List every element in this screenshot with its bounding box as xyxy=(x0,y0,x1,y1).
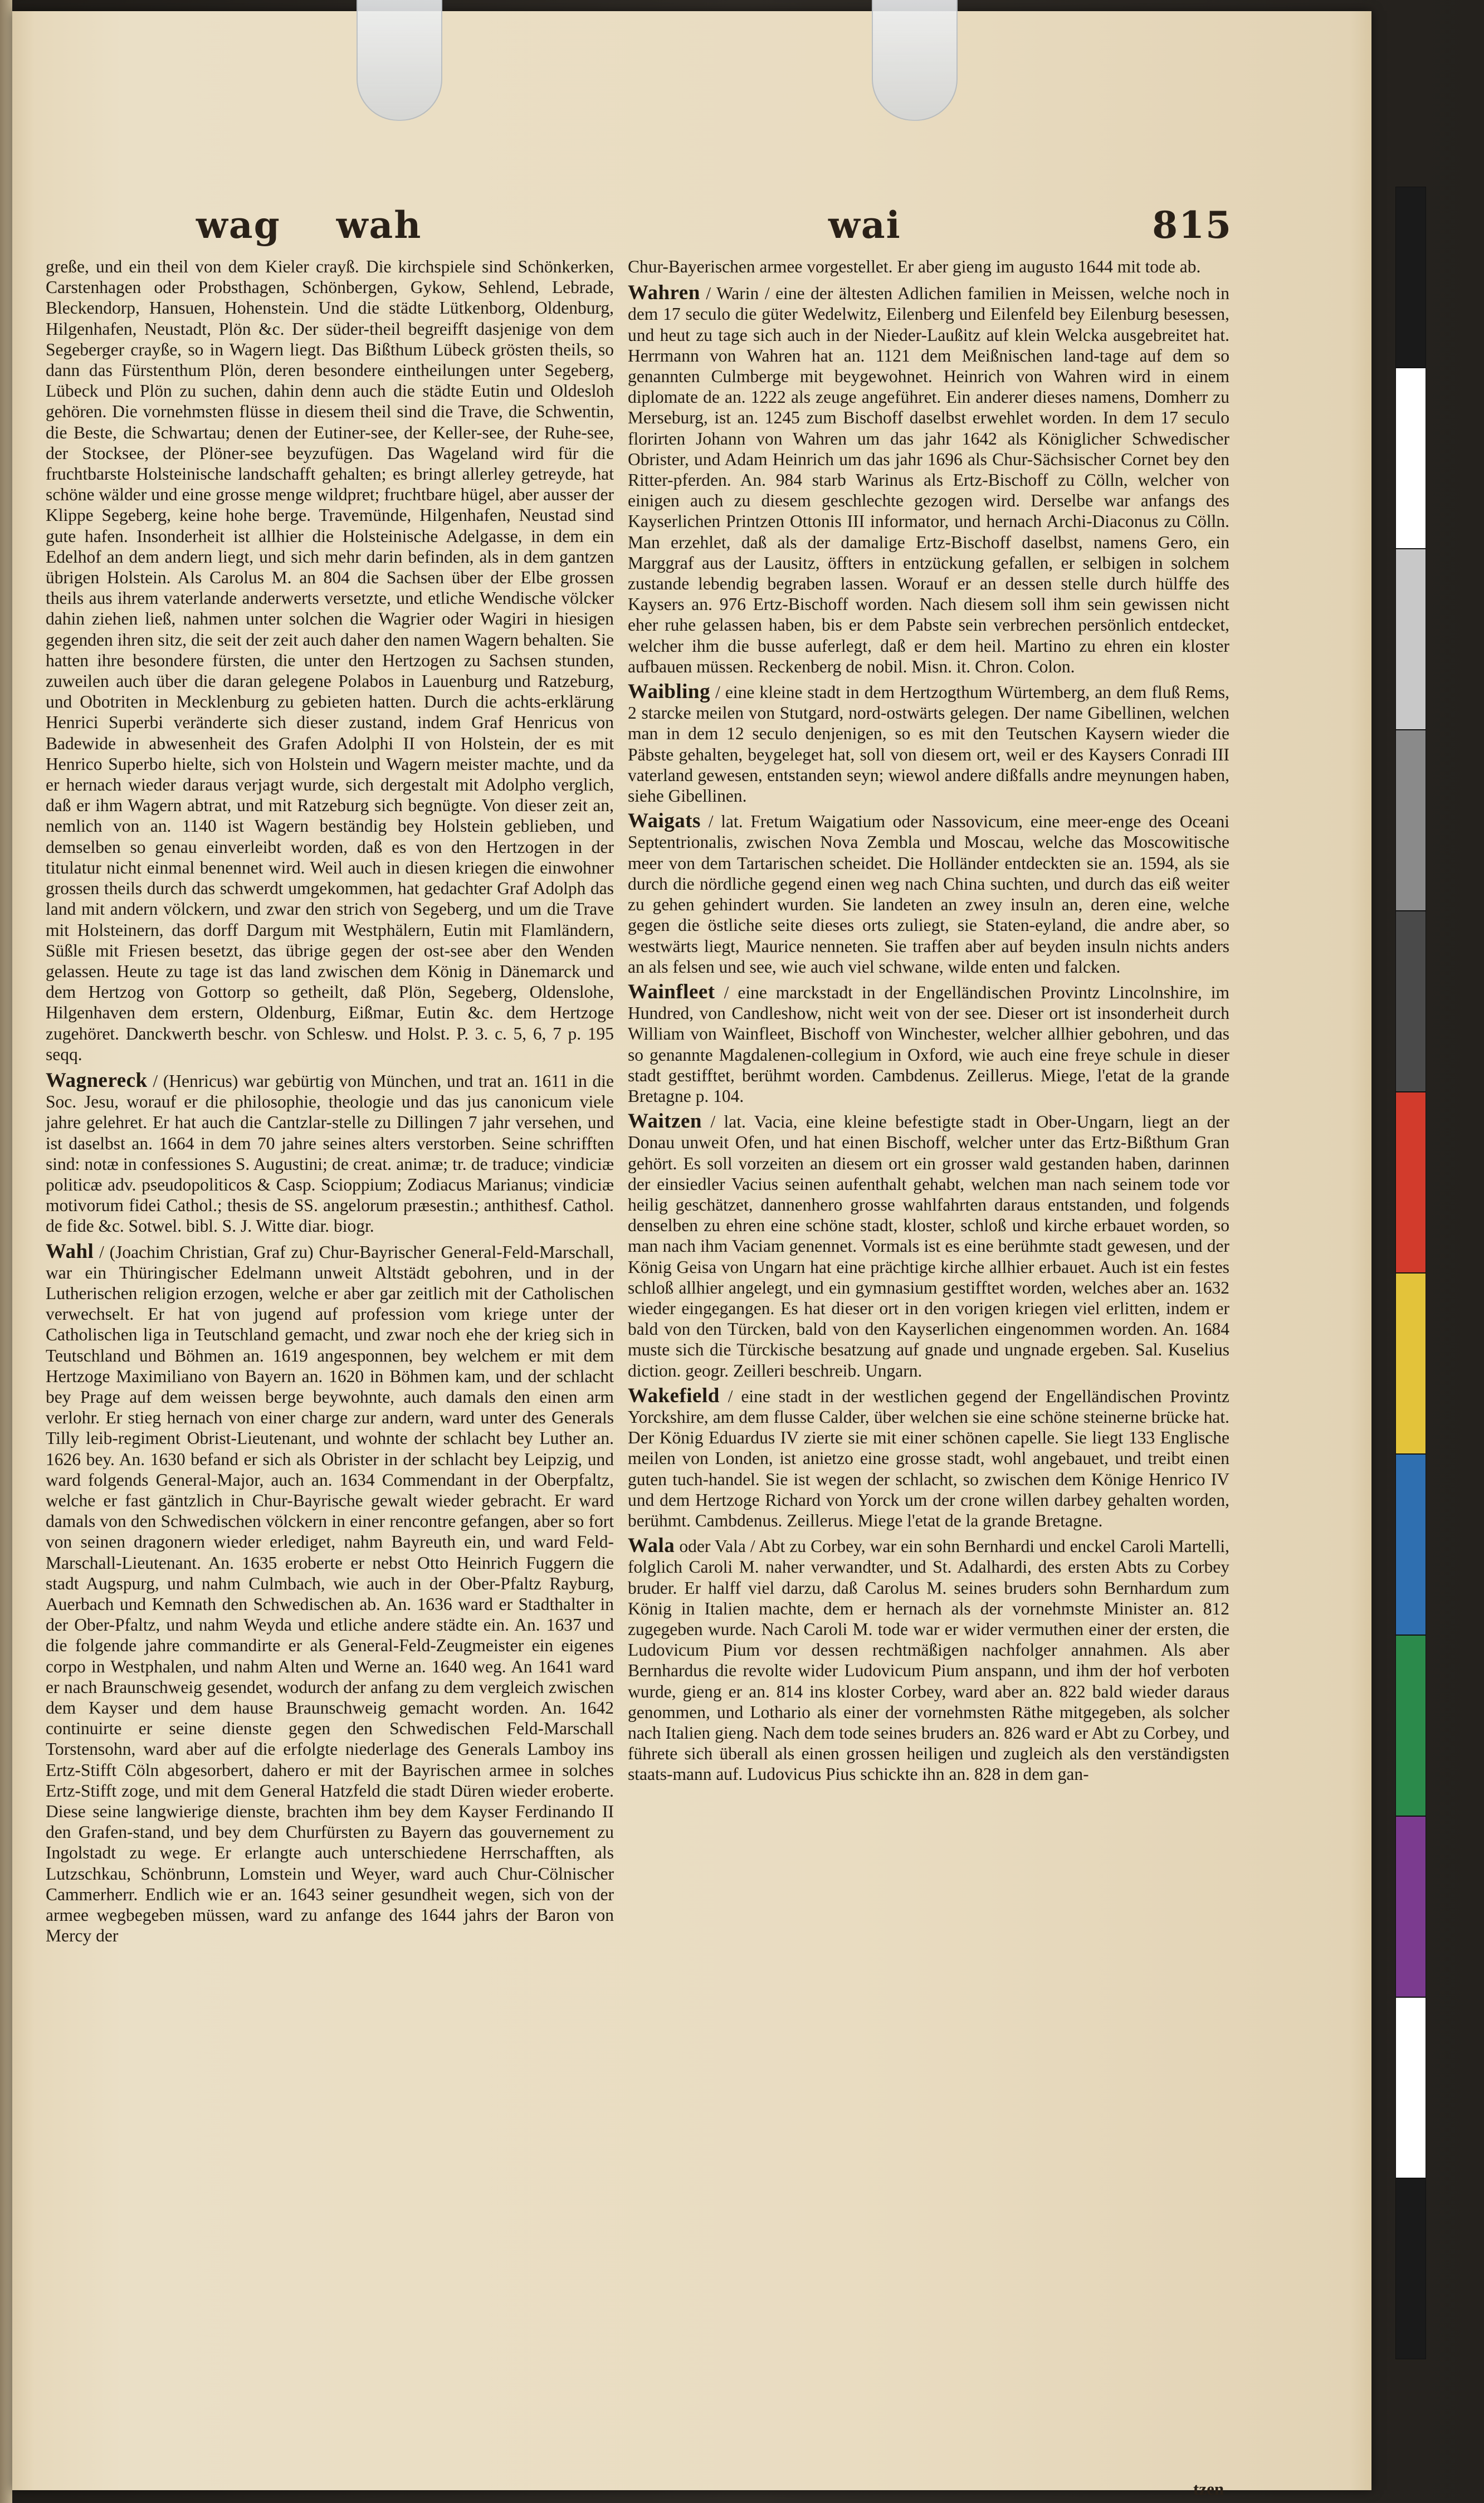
book-page xyxy=(12,11,1371,2499)
page-number: 815 xyxy=(1152,203,1232,247)
entry-headword: Waitzen xyxy=(628,1110,702,1133)
color-swatch xyxy=(1395,1816,1426,1997)
page-clip-left xyxy=(357,0,442,121)
color-swatch xyxy=(1395,911,1426,1092)
catchword: tzen xyxy=(1193,2479,1224,2499)
entry-headword: Wainfleet xyxy=(628,980,715,1003)
color-swatch xyxy=(1395,1273,1426,1454)
entry-headword: Wahren xyxy=(628,281,700,305)
color-swatch xyxy=(1395,1454,1426,1635)
entry-headword: Wakefield xyxy=(628,1384,720,1407)
entry-text: / lat. Vacia, eine kleine befestigte stadt in Ober-Ungarn, liegt an der Donau unweit Ofen, und hat einen Bischoff, welcher unter das Ertz-Bißthum Gran gehört. Es soll vorzeiten an diesem ort ein grosser wald gestanden haben, darinnen der einsiedler Vacius seinen aufenthalt gehabt, welchen man nach seinem tode vor heilig geschätzet, dannenhero grosse wahlfahrten daraus entstanden, und folgends denselben zu ehren eine schöne stadt, kloster, schloß und kirche erbauet worden, so man nach ihm Vaciam genennet. Vormals ist es eine berühmte stadt gewesen, und der König Geisa von Ungarn hat eine prächtige kirche allhier erbauet. Auch ist ein festes schloß allhier angelegt, und ein gymnasium gestifftet worden, welches aber an. 1632 wieder eingegangen. Es hat dieser ort in den vorigen kriegen viel erlitten, indem er bald von den Türcken, bald von den Kayserlichen eingenommen worden. An. 1684 muste sich die Türckische besatzung auf gnade und ungnade ergeben. Sal. Kuselius diction. geogr. Zeilleri beschreib. Ungarn. xyxy=(628,1112,1229,1380)
entry-text: / (Joachim Christian, Graf zu) Chur-Bayrischer General-Feld-Marschall, war ein Thüringischer Edelmann unweit Altstädt gebohren, und in der Lutherischen religion erzogen, welche er aber gar zeitlich mit der Catholischen verwechselt. Er hat von jugend auf profession vom kriege unter der Catholischen liga in Teutschland gemacht, und zwar noch ehe der krieg sich in Teutschland und Böhmen an. 1619 angesponnen, bey welchem er mit dem Hertzoge Maximiliano von Bayern an. 1620 in Böhmen kam, und der schlacht bey Prage auf dem weissen berge beywohnte, auch damals den einen arm verlohr. Er stieg hernach von einer charge zur andern, ward unter des Generals Tilly leib-regiment Obrist-Lieutenant, und wohnte der schlacht bey Luther an. 1626 bey. An. 1630 befand er sich als Obrister in der schlacht bey Leipzig, und ward folgends General-Major, auch an. 1634 Commendant in der Oberpfaltz, welche er fast gäntzlich in Chur-Bayrische gewalt wieder gebracht. Er ward damals von den Schwedischen völckern in einer rencontre gefangen, aber so fort von seinen dragonern wieder erlediget, nahm Bayreuth ein, und ward Feld-Marschall-Lieutenant. An. 1635 eroberte er nebst Otto Heinrich Fuggern die stadt Augspurg, und nahm Culmbach, wie auch in der Ober-Pfaltz Rayburg, Auerbach und Kemnath den Schwedischen ab. An. 1636 ward er Stadthalter in der Ober-Pfaltz, und nahm Weyda und etliche andere städte ein. An. 1637 und die folgende jahre commandirte er als General-Feld-Zeugmeister ein eigenes corpo in Westphalen, und nahm Alten und Werne an. 1640 weg. An 1641 ward er nach Braunschweig gesendet, wodurch der anfang zu dem vergleich zwischen dem Kayser und dem hause Braunschweig gemacht worden. An. 1642 continuirte er seine dienste gegen den Schwedischen Feld-Marschall Torstensohn, ward aber auf die erfolgte niederlage des Generals Lamboy ins Ertz-Stifft Cöln abgesorbert, dahero er mit der Bayrischen armee in solches Ertz-Stifft zoge, und mit dem General Hatzfeld die stadt Düren wieder eroberte. Diese seine langwierige dienste, brachten ihm bey dem Kayser Ferdinando II den Grafen-stand, und bey dem Churfürsten zu Bayern das gouvernement zu Ingolstadt zu wege. Er erlangte auch unterschiedene Herrschafften, als Lutzschkau, Schönbrunn, Lomstein und Weyer, ward auch Chur-Cölnischer Cammerherr. Endlich wie er an. 1643 seiner gesundheit wegen, sich von der armee wegbegeben müssen, ward zu anfange des 1644 jahrs der Baron von Mercy der xyxy=(46,1242,614,1946)
lexicon-entry xyxy=(46,1070,614,1237)
entry-text: / lat. Fretum Waigatium oder Nassovicum, eine meer-enge des Oceani Septentrionalis, zwischen Nova Zembla und Moscau, welche das Moscowitische meer von dem Tartarischen scheidet. Die Holländer entdeckten sie an. 1594, als sie durch die nördliche gegend einen weg nach China suchten, und durch das eiß weiter zu gehen gehindert wurden. Sie landeten an zwey insuln an, deren eine, welche gegen die östliche seite dieses orts zuliegt, sie Staten-eyland, die andre aber, so westwärts liegt, Maurice nenneten. Sie traffen aber auf beyden insuln nichts anders an als felsen und see, wie auch viel schwane, wilde enten und falcken. xyxy=(628,812,1230,977)
running-header-left xyxy=(196,203,553,265)
entry-text: oder Vala / Abt zu Corbey, war ein sohn Bernhardi und enckel Caroli Martelli, folglich Caroli M. naher verwandter, und St. Adalhardi, des ersten Abts zu Corbey bruder. Er halff viel darzu, daß Carolus M. seines bruders sohn Bernhardum zum König in Italien machte, dem er hernach als der vornehmste Minister an. 812 zugegeben wurde. Nach Caroli M. tode war er wider vermuthen einer der ersten, die Ludovicum Pium vor dessen rechtmäßigen nachfolger annahmen. Als aber Bernhardus die revolte wider Ludovicum Pium anspann, und ihm der hof verboten wurde, gieng er an. 814 ins kloster Corbey, ward aber an. 822 bald wieder daraus genommen, und Lothario als einer der vornehmsten Räthe mitgegeben, als solcher nach Italien gieng. Nach dem tode seines bruders an. 826 ward er Abt zu Corbey, und führete sich überall als einen grossen heiligen und zugleich als den verständigsten staats-mann auf. Ludovicus Pius schickte ihn an. 828 in dem gan- xyxy=(628,1536,1230,1784)
color-swatch xyxy=(1395,1997,1426,2178)
entry-text: / eine kleine stadt in dem Hertzogthum Würtemberg, an dem fluß Rems, 2 starcke meilen von Stutgard, nord-ostwärts gelegen. Der name Gibellinen, welchen man in dem 12 seculo denjenigen, so es mit den Teutschen Kaysern wieder die Päbste gehalten, beygeleget hat, soll von diesem ort, weil er des Kaysers Conradi III vaterland gewesen, entstanden seyn; wiewol andere dißfalls andre meynungen haben, siehe Gibellinen. xyxy=(628,682,1229,806)
color-swatch xyxy=(1395,2178,1426,2359)
entry-headword: Waigats xyxy=(628,809,701,833)
entry-headword: Wala xyxy=(628,1534,675,1558)
entry-text: / eine marckstadt in der Engelländischen Provintz Lincolnshire, im Hundred, von Candleshow, nicht weit von der see. Dieser ort ist insonderheit durch William von Wainfleet, Bischoff von Winchester, welcher allhier gebohren, und das so genannte Magdalenen-collegium in Oxford, wie auch eine freye schule in dieser stadt gestifftet, berühmt worden. Cambdenus. Zeillerus. Miege, l'etat de la grande Bretagne p. 104. xyxy=(628,982,1229,1106)
lexicon-entry xyxy=(628,811,1229,977)
previous-page-edge xyxy=(0,0,12,2503)
lexicon-entry xyxy=(628,982,1229,1106)
color-swatch xyxy=(1395,368,1426,549)
lexicon-entry xyxy=(628,1111,1229,1381)
lexicon-entry xyxy=(628,681,1229,806)
continued-paragraph xyxy=(628,256,1229,277)
entry-text: / eine stadt in der westlichen gegend der Engelländischen Provintz Yorckshire, am dem flusse Calder, über welchen sie eine schöne steinerne brücke hat. Der König Eduardus IV zierte sie mit einer schönen capelle. Sie liegt 133 Englische meilen von Londen, ist anietzo eine grosse stadt, wohl angebauet, und treibt einen guten tuch-handel. Sie ist wegen der schlacht, so zwischen dem Könige Henrico IV und dem Hertzoge Richard von Yorck um der crone willen darbey gehalten worden, berühmt. Cambdenus. Zeillerus. Miege l'etat de la grande Bretagne. xyxy=(628,1386,1229,1530)
right-text-column xyxy=(628,256,1229,1789)
entry-headword: Wagnereck xyxy=(46,1068,148,1092)
entry-text: / Warin / eine der ältesten Adlichen familien in Meissen, welche noch in dem 17 seculo die güter Wedelwitz, Eilenberg und Eilenfeld bey Eilenburg besessen, und heut zu tage sich auch in der Nieder-Laußitz auf klein Welcka ausgebreitet hat. Herrmann von Wahren hat an. 1121 dem Meißnischen land-tage auf dem so genannten Culmberge mit beygewohnet. Heinrich von Wahren wird in einem diplomate de an. 1222 als zeuge angeführet. Ein anderer dieses namens, Domherr zu Merseburg, ist an. 1245 zum Bischoff daselbst erwehlet worden. In dem 17 seculo florirten Johann von Wahren um das jahr 1642 als Königlicher Schwedischer Obrister, und Adam Heinrich um das jahr 1696 als Chur-Sächsischer Cornet bey den Ritter-pferden. An. 984 starb Warinus als Ertz-Bischoff zu Cölln, welcher von einigen auch zu diesem geschlechte gezogen wird. Derselbe war anfangs des Kayserlichen Printzen Ottonis III informator, und hernach Archi-Diaconus zu Cölln. Man erzehlet, daß als der damalige Ertz-Bischoff daselbst, namens Gero, ein Marggraf aus der Lausitz, öffters in entzückung gefallen, er selbigen in solchem zustande lebendig begraben lassen. Worauf er an dessen stelle durch hülffe des Kaysers an. 976 Ertz-Bischoff worden. Nach diesem soll ihm sein gewissen nicht eher ruhe gelassen haben, bis er dem Pabste sein verbrechen persönlich entdecket, welcher ihm die busse auferlegt, daß er dem heil. Martino zu ehren ein kloster aufbauen müssen. Reckenberg de nobil. Misn. it. Chron. Colon. xyxy=(628,284,1229,676)
running-header-right: wai xyxy=(828,203,901,247)
color-swatch xyxy=(1395,1635,1426,1816)
lexicon-entry xyxy=(628,1535,1229,1784)
entry-text: greße, und ein theil von dem Kieler crayß. Die kirchspiele sind Schönkerken, Carstenhagen oder Probsthagen, Schönbergen, Gykow, Sehlend, Lebrade, Bleckendorp, Hansuen, Hohenstein. Und die städte Lütkenborg, Oldenburg, Hilgenhafen, Neustadt, Plön &c. Der süder-theil begreifft dasjenige von dem Segeberger crayße, so in Wagern liegt. Das Bißthum Lübeck grösten theils, so dann das Fürstenthum Plön, deren besondere eintheilungen unter Segeberg, Lübeck und Plön zu suchen, dahin denn auch die städte Eutin und Oldesloh gehören. Die vornehmsten flüsse in diesem theil sind die Trave, die Schwentin, die Beste, die Schwartau; denen der Eutiner-see, der Keller-see, der Ruhe-see, der Stocksee, der Plöner-see beyzufügen. Das Wageland wird für die fruchtbarste Holsteinische landschafft gehalten; es bringt allerley getreyde, hat schöne wälder und eine grosse menge wildpret; fruchtbare hügel, aber ausser der Klippe Segeberg, keine hohe berge. Travemünde, Hilgenhafen, Neustad sind gute hafen. Insonderheit ist allhier die Holsteinische Adelgasse, in dem ein Edelhof an dem andern liegt, und sich mehr darin befinden, als in dem gantzen übrigen Holstein. Als Carolus M. an 804 die Sachsen über der Elbe grossen theils aus ihrem vaterlande anderwerts versetzte, und etliche Wendische völcker dahin ziehen ließ, nahmen unter solchen die Wagrier oder Wagiri in hiesigen gegenden ihren sitz, die seit der zeit auch daher den namen Wagern behalten. Sie hatten ihre besondere fürsten, die unter den Hertzogen zu Sachsen stunden, zuweilen auch über die daran gelegene Polabos in Lauenburg und Ratzeburg, und Obotriten in Mecklenburg zu gebieten hatten. Durch die achts-erklärung Henrici Superbi veränderte sich dieser zustand, indem Graf Henricus von Badewide in abwesenheit des Grafen Adolphi II von Holstein, der es mit Henrico Superbo hielte, sich von Holstein und Wagern meister machte, und da er hernach wieder daraus verjagt wurde, sich dergestalt mit Adolpho verglich, daß er ihm Wagern abtrat, und mit Ratzeburg sich begnügte. Von dieser zeit an, nemlich von an. 1140 ist Wagern beständig bey Holstein geblieben, und demselben so genau einverleibt worden, daß es von den Hertzogen in der titulatur nicht einmal benennet wird. Weil auch in diesen kriegen die einwohner grossen theils durch das schwerdt umgekommen, hat gedachter Graf Adolph das land mit andern völckern, und zwar den strich von Segeberg, und um die Trave mit Holsteinern, das dorff Dargum mit Westphälern, Eutin mit Flamländern, Süßle mit Friesen besetzt, das übrige gegen der ost-see aber den Wenden gelassen. Heute zu tage ist das land zwischen dem König in Dänemarck und dem Hertzog von Gottorp so getheilt, daß Plön, Segeberg, Oldenslohe, Hilgenhaven dem erstern, Oldenburg, Eißmar, Eutin &c. dem Hertzoge zugehöret. Danckwerth beschr. von Schlesw. und Holst. P. 3. c. 5, 6, 7 p. 195 seqq. xyxy=(46,257,614,1064)
entry-text: / (Henricus) war gebürtig von München, und trat an. 1611 in die Soc. Jesu, worauf er die philosophie, theologie und das jus canonicum viele jahre gelehret. Er hat auch die Cantzlar-stelle zu Dillingen 7 jahr versehen, und ist daselbst an. 1664 in dem 70 jahre seines alters verstorben. Seine schrifften sind: notæ in confessiones S. Augustini; de creat. animæ; tr. de traduce; vindiciæ politicæ adv. pseudopoliticos & Casp. Scioppium; Zodiacus Marianus; vindiciæ motivorum fidei Cathol.; thesis de SS. angelorum præsestin.; anthithesf. Cathol. de fide &c. Sotwel. bibl. S. J. Witte diar. biogr. xyxy=(46,1071,614,1236)
color-swatch xyxy=(1395,1092,1426,1273)
guide-word-second: wah xyxy=(336,203,422,247)
entry-headword: Wahl xyxy=(46,1240,94,1263)
continued-paragraph xyxy=(46,256,614,1065)
left-text-column xyxy=(46,256,614,1950)
guide-word-first: wag xyxy=(196,203,281,247)
color-swatch xyxy=(1395,549,1426,730)
page-clip-right xyxy=(872,0,958,121)
entry-headword: Waibling xyxy=(628,680,710,704)
entry-text: Chur-Bayerischen armee vorgestellet. Er aber gieng im augusto 1644 mit tode ab. xyxy=(628,257,1201,276)
color-swatch xyxy=(1395,187,1426,368)
lexicon-entry xyxy=(628,282,1229,677)
lexicon-entry xyxy=(628,1385,1229,1531)
color-swatch xyxy=(1395,730,1426,911)
lexicon-entry xyxy=(46,1241,614,1946)
color-calibration-strip xyxy=(1395,187,1426,2359)
